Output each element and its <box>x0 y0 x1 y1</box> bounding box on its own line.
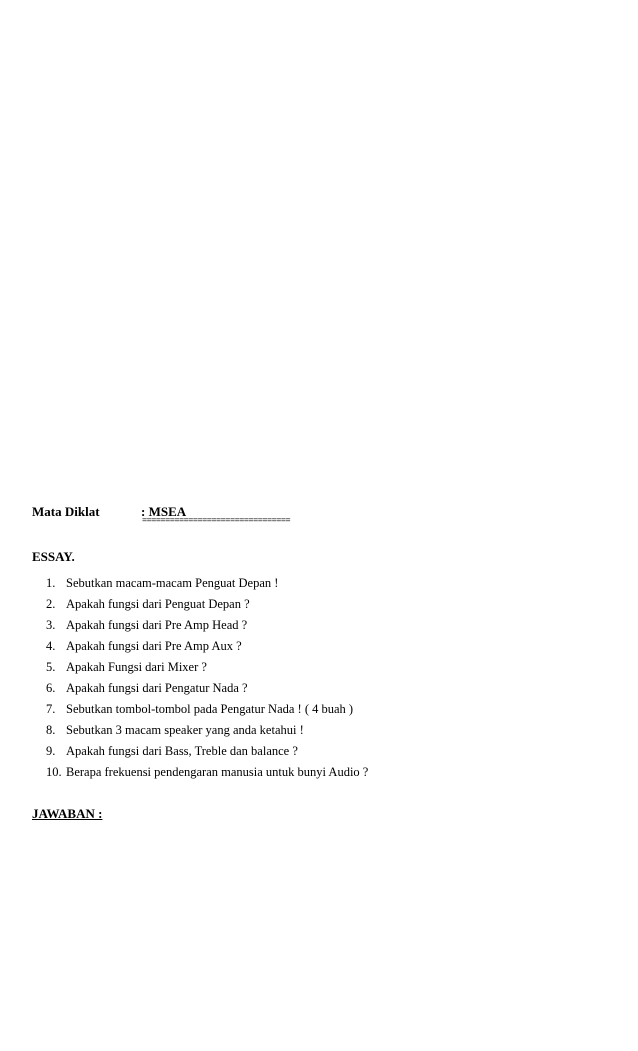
question-text: Apakah fungsi dari Pengatur Nada ? <box>66 681 248 695</box>
question-item <box>46 680 368 701</box>
question-number: 3. <box>46 618 56 632</box>
question-list <box>46 575 368 785</box>
question-text: Apakah Fungsi dari Mixer ? <box>66 660 207 674</box>
question-number: 9. <box>46 744 56 758</box>
question-item <box>46 722 368 743</box>
essay-section-title: ESSAY. <box>32 549 75 564</box>
question-item <box>46 743 368 764</box>
subject-value: : MSEA <box>141 504 187 519</box>
answer-section-title: JAWABAN : <box>32 806 103 821</box>
question-text: Apakah fungsi dari Pre Amp Head ? <box>66 618 248 632</box>
question-text: Berapa frekuensi pendengaran manusia untuk bunyi Audio ? <box>66 765 369 779</box>
question-number: 2. <box>46 597 56 611</box>
question-number: 5. <box>46 660 56 674</box>
question-text: Apakah fungsi dari Penguat Depan ? <box>66 597 250 611</box>
question-item <box>46 764 368 785</box>
question-number: 8. <box>46 723 56 737</box>
question-item <box>46 617 368 638</box>
question-number: 7. <box>46 702 56 716</box>
question-item <box>46 701 368 722</box>
question-text: Apakah fungsi dari Bass, Treble dan balance ? <box>66 744 298 758</box>
question-item <box>46 575 368 596</box>
question-number: 10. <box>46 765 62 779</box>
question-item <box>46 596 368 617</box>
question-item <box>46 659 368 680</box>
subject-label: Mata Diklat <box>32 504 100 519</box>
question-item <box>46 638 368 659</box>
header-double-rule: ================================ <box>142 516 291 525</box>
question-number: 4. <box>46 639 56 653</box>
question-number: 1. <box>46 576 56 590</box>
question-number: 6. <box>46 681 56 695</box>
question-text: Apakah fungsi dari Pre Amp Aux ? <box>66 639 242 653</box>
question-text: Sebutkan macam-macam Penguat Depan ! <box>66 576 279 590</box>
question-text: Sebutkan 3 macam speaker yang anda ketahui ! <box>66 723 304 737</box>
question-text: Sebutkan tombol-tombol pada Pengatur Nada ! ( 4 buah ) <box>66 702 354 716</box>
